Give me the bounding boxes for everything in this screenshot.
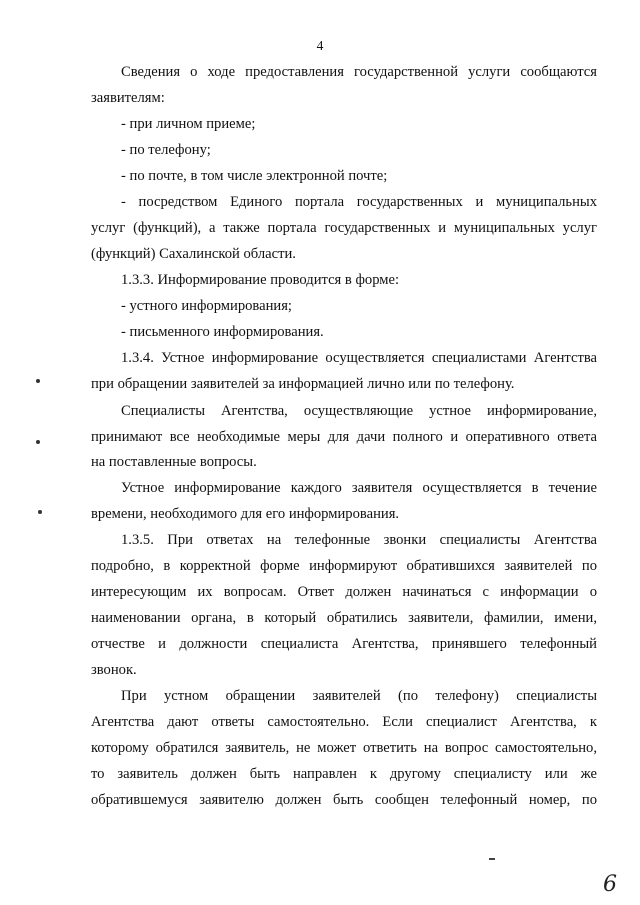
text-line: Сведения о ходе предоставления государственной услуги сообщаются	[121, 64, 597, 80]
text-line: звонок.	[91, 662, 137, 678]
text-line: интересующим их вопросам. Ответ должен начинаться с информации о	[91, 584, 597, 600]
text-line: на поставленные вопросы.	[91, 454, 257, 470]
text-line: которому обратился заявитель, не может ответить на вопрос самостоятельно,	[91, 740, 597, 756]
text-line: Агентства дают ответы самостоятельно. Если специалист Агентства, к	[91, 714, 597, 730]
text-line: - по почте, в том числе электронной почте;	[121, 168, 388, 184]
text-line: времени, необходимого для его информирования.	[91, 506, 400, 522]
text-line: подробно, в корректной форме информируют обратившихся заявителей по	[91, 558, 597, 574]
text-line: заявителям:	[91, 90, 165, 106]
text-line: - при личном приеме;	[121, 116, 256, 132]
text-line: - письменного информирования.	[121, 324, 324, 340]
text-line: При устном обращении заявителей (по телефону) специалисты	[121, 688, 597, 704]
text-line: Специалисты Агентства, осуществляющие устное информирование,	[121, 403, 597, 419]
text-line: то заявитель должен быть направлен к другому специалисту или же	[91, 766, 597, 782]
text-line: наименовании органа, в который обратились заявители, фамилии, имени,	[91, 610, 597, 626]
handwritten-page-number: 6	[603, 872, 617, 897]
binding-hole-mark	[38, 510, 42, 514]
text-line: обратившемуся заявителю должен быть сообщен телефонный номер, по	[91, 792, 597, 808]
text-line: (функций) Сахалинской области.	[91, 246, 296, 262]
text-line: принимают все необходимые меры для дачи полного и оперативного ответа	[91, 429, 597, 445]
text-line: - по телефону;	[121, 142, 211, 158]
text-line: услуг (функций), а также портала государственных и муниципальных услуг	[91, 220, 597, 236]
text-line: 1.3.4. Устное информирование осуществляется специалистами Агентства	[121, 350, 597, 366]
binding-hole-mark	[36, 440, 40, 444]
scan-mark	[489, 858, 495, 860]
text-line: Устное информирование каждого заявителя осуществляется в течение	[121, 480, 597, 496]
text-line: отчестве и должности специалиста Агентства, принявшего телефонный	[91, 636, 597, 652]
binding-hole-mark	[36, 379, 40, 383]
text-line: 1.3.3. Информирование проводится в форме:	[121, 272, 400, 288]
page-number: 4	[316, 38, 324, 53]
text-line: 1.3.5. При ответах на телефонные звонки специалисты Агентства	[121, 532, 597, 548]
text-line: при обращении заявителей за информацией лично или по телефону.	[91, 376, 515, 392]
text-line: - посредством Единого портала государственных и муниципальных	[121, 194, 597, 210]
text-line: - устного информирования;	[121, 298, 292, 314]
